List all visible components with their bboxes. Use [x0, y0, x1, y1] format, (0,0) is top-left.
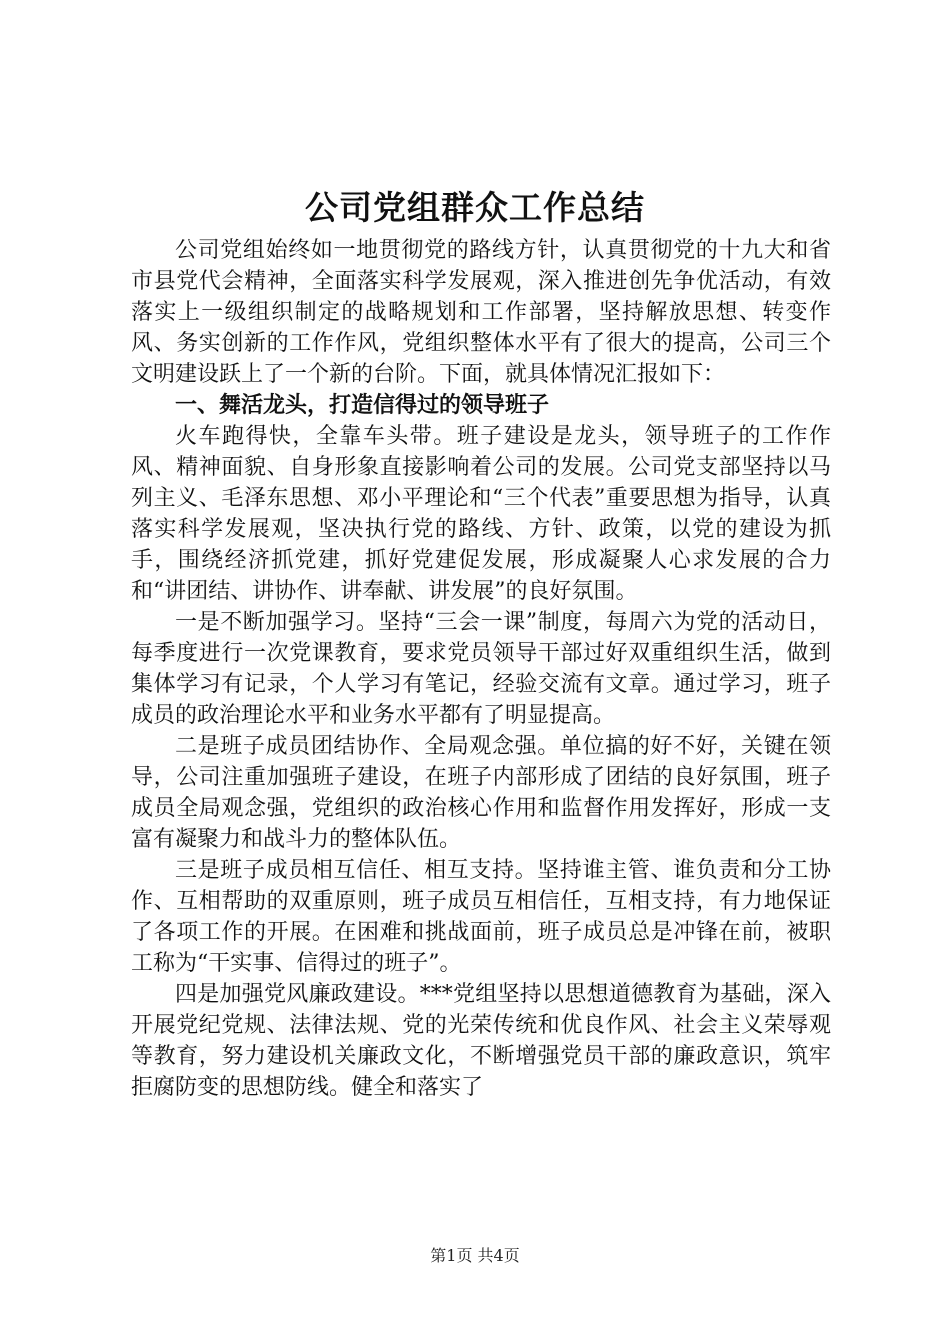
paragraph-5: 四是加强党风廉政建设。***党组坚持以思想道德教育为基础，深入开展党纪党规、法律法规、党的光荣传统和优良作风、社会主义荣辱观等教育，努力建设机关廉政文化，不断增强党员干部的廉政意识，筑牢拒腐防变的思想防线。健全和落实了: [131, 982, 831, 1100]
page-footer: 第1页 共4页: [430, 1246, 520, 1265]
page-title: 公司党组群众工作总结: [305, 188, 645, 227]
paragraph-2: 一是不断加强学习。坚持“三会一课”制度，每周六为党的活动日，每季度进行一次党课教育，要求党员领导干部过好双重组织生活，做到集体学习有记录，个人学习有笔记，经验交流有文章。通过学习，班子成员的政治理论水平和业务水平都有了明显提高。: [131, 610, 831, 728]
document-body: [131, 235, 831, 1103]
paragraph-1: 火车跑得快，全靠车头带。班子建设是龙头，领导班子的工作作风、精神面貌、自身形象直接影响着公司的发展。公司党支部坚持以马列主义、毛泽东思想、邓小平理论和“三个代表”重要思想为指导，认真落实科学发展观，坚决执行党的路线、方针、政策，以党的建设为抓手，围绕经济抓党建，抓好党建促发展，形成凝聚人心求发展的合力和“讲团结、讲协作、讲奉献、讲发展”的良好氛围。: [131, 424, 831, 604]
paragraph-4: 三是班子成员相互信任、相互支持。坚持谁主管、谁负责和分工协作、互相帮助的双重原则，班子成员互相信任，互相支持，有力地保证了各项工作的开展。在困难和挑战面前，班子成员总是冲锋在前，被职工称为“干实事、信得过的班子”。: [131, 858, 831, 976]
paragraph-3: 二是班子成员团结协作、全局观念强。单位搞的好不好，关键在领导，公司注重加强班子建设，在班子内部形成了团结的良好氛围，班子成员全局观念强，党组织的政治核心作用和监督作用发挥好，形成一支富有凝聚力和战斗力的整体队伍。: [131, 734, 831, 852]
intro-paragraph: 公司党组始终如一地贯彻党的路线方针，认真贯彻党的十九大和省市县党代会精神，全面落实科学发展观，深入推进创先争优活动，有效落实上一级组织制定的战略规划和工作部署，坚持解放思想、转变作风、务实创新的工作作风，党组织整体水平有了很大的提高，公司三个文明建设跃上了一个新的台阶。下面，就具体情况汇报如下：: [131, 238, 831, 387]
section-heading: 一、舞活龙头，打造信得过的领导班子: [175, 393, 550, 418]
